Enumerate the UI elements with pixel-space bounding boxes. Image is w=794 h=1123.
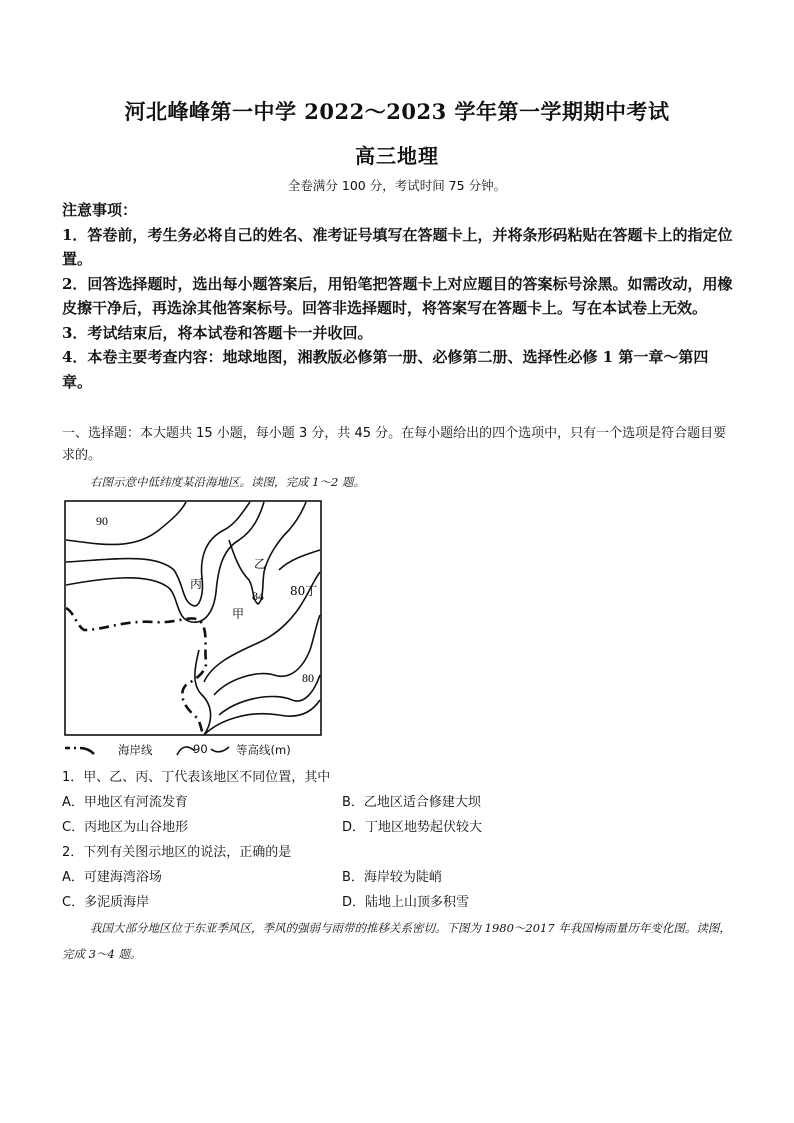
contour-line (66, 502, 250, 606)
exam-meta: 全卷满分 100 分，考试时间 75 分钟。 (287, 178, 507, 193)
label-bing: 丙 (190, 577, 203, 591)
notes-item-4: 4．本卷主要考查内容：地球地图，湘教版必修第一册、必修第二册、选择性必修 1 第一章～第四章。 (62, 348, 709, 391)
question-1-option-c: C．丙地区为山谷地形 (62, 820, 189, 835)
label-jia: 甲 (232, 607, 245, 621)
question-2-option-d: D．陆地上山顶多积雪 (342, 895, 470, 910)
legend-contour-value: 90 (193, 742, 208, 756)
contour-label-80: 80 (302, 671, 314, 685)
contour-line (66, 502, 186, 544)
contour-line (204, 700, 320, 735)
question-group-intro-1: 右图示意中低纬度某沿海地区。读图，完成 1～2 题。 (90, 475, 365, 489)
question-2-option-b: B．海岸较为陡峭 (342, 870, 442, 885)
contour-label-84: 84 (252, 589, 264, 603)
contour-line (279, 550, 320, 570)
section-instructions: 一、选择题：本大题共 15 小题，每小题 3 分，共 45 分。在每小题给出的四个选项中，只有一个选项是符合题目要求的。 (62, 426, 727, 463)
coastline-legend-icon (64, 744, 98, 756)
contour-map (64, 500, 322, 736)
exam-subject: 高三地理 (355, 144, 439, 168)
notes-item-3: 3．考试结束后，将本试卷和答题卡一并收回。 (62, 323, 373, 342)
question-2-option-a: A．可建海湾浴场 (62, 870, 162, 885)
coastline (66, 608, 206, 735)
question-1-option-b: B．乙地区适合修建大坝 (342, 795, 481, 810)
question-2-stem: 2．下列有关图示地区的说法，正确的是 (62, 845, 292, 860)
question-group-intro-2: 我国大部分地区位于东亚季风区，季风的强弱与雨带的推移关系密切。下图为 1980～2017 年我国梅雨量历年变化图。读图，完成 3～4 题。 (62, 921, 731, 961)
legend-coastline-label: 海岸线 (118, 743, 153, 757)
question-1-stem: 1．甲、乙、丙、丁代表该地区不同位置，其中 (62, 770, 331, 785)
notes-item-1: 1．答卷前，考生务必将自己的姓名、准考证号填写在答题卡上，并将条形码粘贴在答题卡上的指定位置。 (62, 225, 733, 268)
exam-title: 河北峰峰第一中学 2022～2023 学年第一学期期中考试 (124, 99, 670, 124)
question-1-option-d: D．丁地区地势起伏较大 (342, 820, 483, 835)
question-1-option-a: A．甲地区有河流发育 (62, 795, 188, 810)
contour-label-90: 90 (96, 514, 108, 528)
notes-block (62, 198, 738, 394)
question-2-option-c: C．多泥质海岸 (62, 895, 150, 910)
label-80-ding: 80丁 (290, 584, 318, 598)
map-legend (64, 741, 364, 759)
notes-item-2: 2．回答选择题时，选出每小题答案后，用铅笔把答题卡上对应题目的答案标号涂黑。如需改动，用橡皮擦干净后，再选涂其他答案标号。回答非选择题时，将答案写在答题卡上。写在本试卷上无效。 (62, 274, 733, 317)
contour-legend-tail (210, 743, 230, 757)
label-yi: 乙 (254, 557, 267, 571)
notes-heading: 注意事项： (62, 201, 138, 219)
contour-line (195, 650, 211, 735)
legend-contour-label: 等高线(m) (236, 743, 291, 757)
